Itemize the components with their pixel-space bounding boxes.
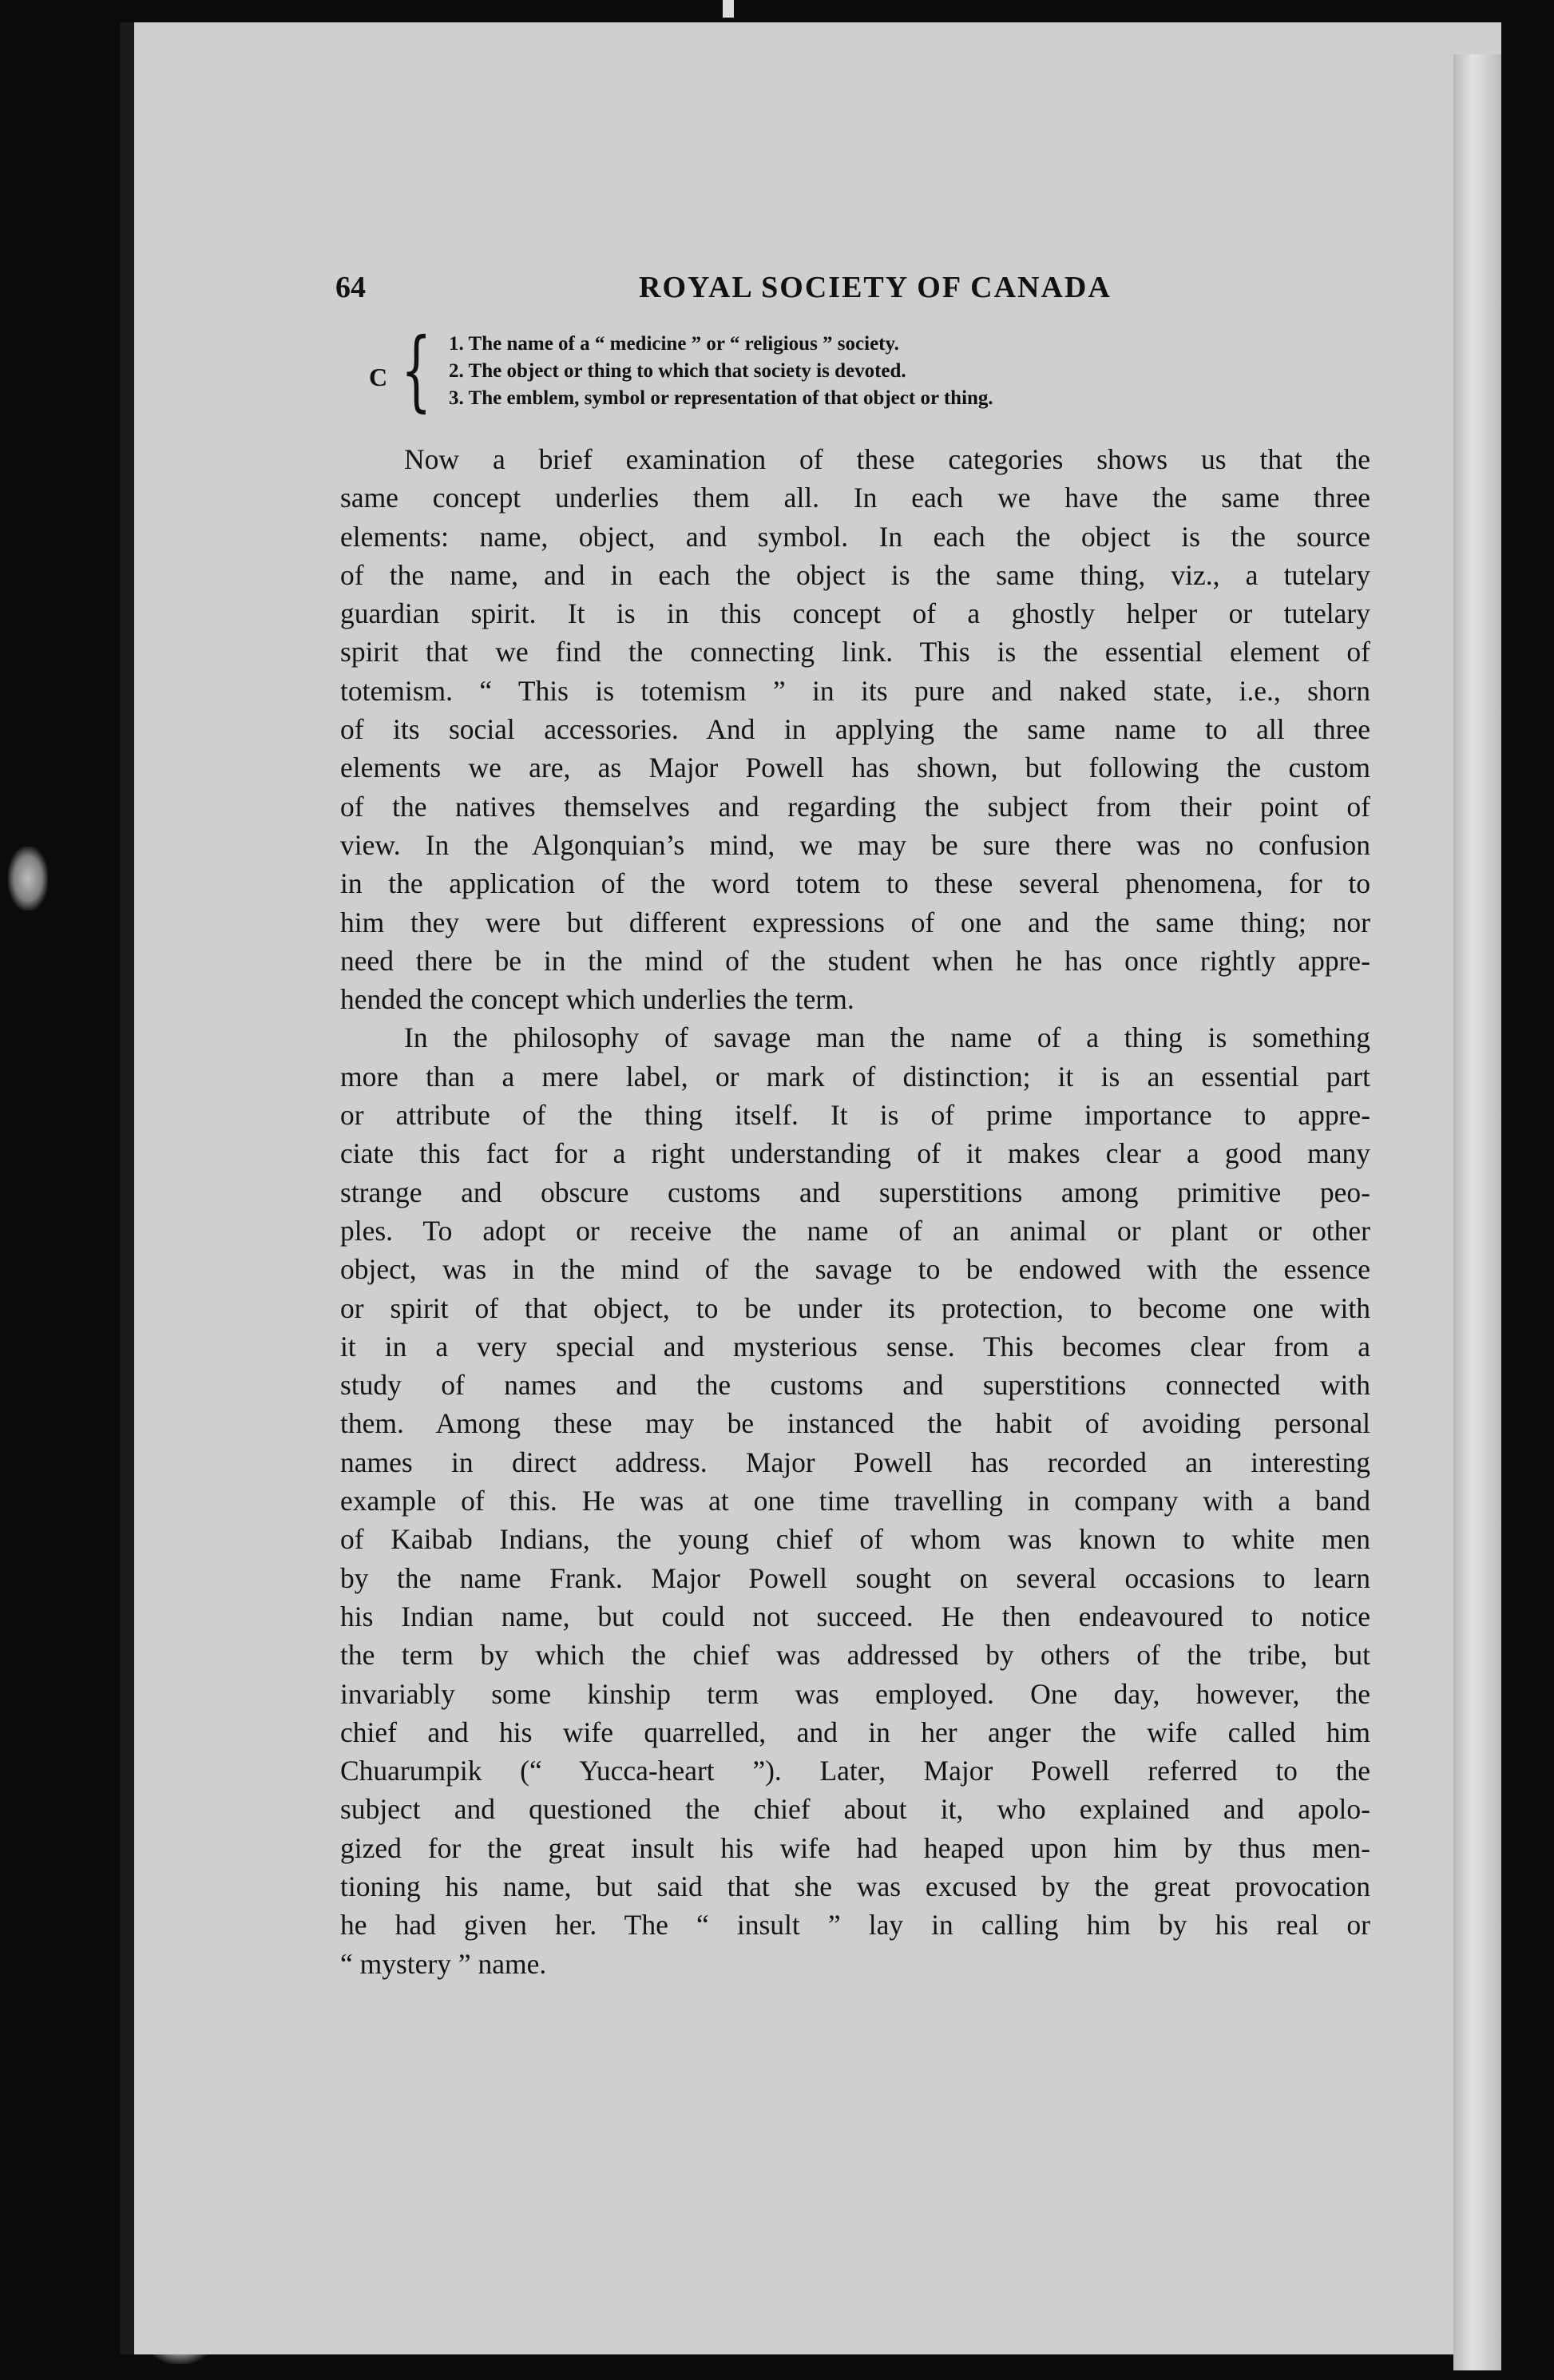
text-line: object, was in the mind of the savage to be endowed with the essence (340, 1253, 1370, 1286)
text-line: in the application of the word totem to these several phenomena, for to (340, 867, 1370, 900)
text-line: In the philosophy of savage man the name of a thing is something (404, 1021, 1370, 1054)
brace-icon: { (401, 319, 432, 421)
text-line: invariably some kinship term was employed. One day, however, the (340, 1677, 1370, 1710)
text-line: them. Among these may be instanced the habit of avoiding personal (340, 1407, 1370, 1440)
text-line: of Kaibab Indians, the young chief of whom was known to white men (340, 1523, 1370, 1556)
text-line: chief and his wife quarrelled, and in her anger the wife called him (340, 1716, 1370, 1748)
text-line: guardian spirit. It is in this concept of a ghostly helper or tutelary (340, 597, 1370, 630)
text-line: of the natives themselves and regarding the subject from their point of (340, 790, 1370, 823)
text-line: spirit that we find the connecting link. This is the essential element of (340, 636, 1370, 668)
text-line: elements we are, as Major Powell has shown, but following the custom (340, 752, 1370, 784)
text-line: Now a brief examination of these categories shows us that the (404, 443, 1370, 475)
text-line: names in direct address. Major Powell has recorded an interesting (340, 1446, 1370, 1478)
text-line: subject and questioned the chief about it, who explained and apolo- (340, 1793, 1370, 1826)
text-line: of the name, and in each the object is the same thing, viz., a tutelary (340, 558, 1370, 591)
text-line: elements: name, object, and symbol. In each the object is the source (340, 520, 1370, 553)
page-edge (1453, 54, 1501, 2370)
text-line: his Indian name, but could not succeed. He then endeavoured to notice (340, 1600, 1370, 1632)
page-number: 64 (335, 271, 366, 304)
text-line: the term by which the chief was addressed by others of the tribe, but (340, 1639, 1370, 1672)
list-letter: C (369, 363, 388, 391)
text-line: view. In the Algonquian’s mind, we may be sure there was no confusion (340, 828, 1370, 861)
list-item: 2. The object or thing to which that society is devoted. (449, 360, 906, 382)
text-line: need there be in the mind of the student when he has once rightly appre- (340, 944, 1370, 977)
text-line: totemism. “ This is totemism ” in its pure and naked state, i.e., shorn (340, 674, 1370, 707)
text-line: him they were but different expressions of one and the same thing; nor (340, 906, 1370, 938)
text-line: gized for the great insult his wife had heaped upon him by thus men- (340, 1831, 1370, 1864)
text-line: it in a very special and mysterious sense. This becomes clear from a (340, 1330, 1370, 1363)
text-line: example of this. He was at one time travelling in company with a band (340, 1485, 1370, 1517)
text-line: he had given her. The “ insult ” lay in calling him by his real or (340, 1909, 1370, 1942)
running-head: ROYAL SOCIETY OF CANADA (639, 271, 1112, 304)
text-line: more than a mere label, or mark of distinction; it is an essential part (340, 1060, 1370, 1093)
body-text (340, 440, 1370, 1983)
text-line: hended the concept which underlies the term. (340, 983, 854, 1016)
text-line: ples. To adopt or receive the name of an animal or plant or other (340, 1214, 1370, 1247)
text-line: “ mystery ” name. (340, 1947, 547, 1980)
text-line: tioning his name, but said that she was excused by the great provocation (340, 1870, 1370, 1902)
list-item: 1. The name of a “ medicine ” or “ religious ” society. (449, 333, 899, 355)
text-line: of its social accessories. And in applying the same name to all three (340, 713, 1370, 746)
list-items (449, 331, 993, 412)
text-line: ciate this fact for a right understanding of it makes clear a good many (340, 1137, 1370, 1170)
list-item: 3. The emblem, symbol or representation of that object or thing. (449, 387, 993, 409)
text-line: by the name Frank. Major Powell sought on several occasions to learn (340, 1561, 1370, 1594)
text-line: or spirit of that object, to be under its protection, to become one with (340, 1291, 1370, 1324)
text-line: Chuarumpik (“ Yucca-heart ”). Later, Major Powell referred to the (340, 1755, 1370, 1787)
category-list (369, 319, 1407, 426)
text-line: or attribute of the thing itself. It is of prime importance to appre- (340, 1099, 1370, 1132)
page-header (335, 270, 1397, 310)
text-line: strange and obscure customs and superstitions among primitive peo- (340, 1176, 1370, 1208)
scan-speck-left (8, 847, 48, 910)
scan-top-mark (723, 0, 734, 18)
text-line: study of names and the customs and superstitions connected with (340, 1369, 1370, 1402)
text-line: same concept underlies them all. In each we have the same three (340, 482, 1370, 514)
